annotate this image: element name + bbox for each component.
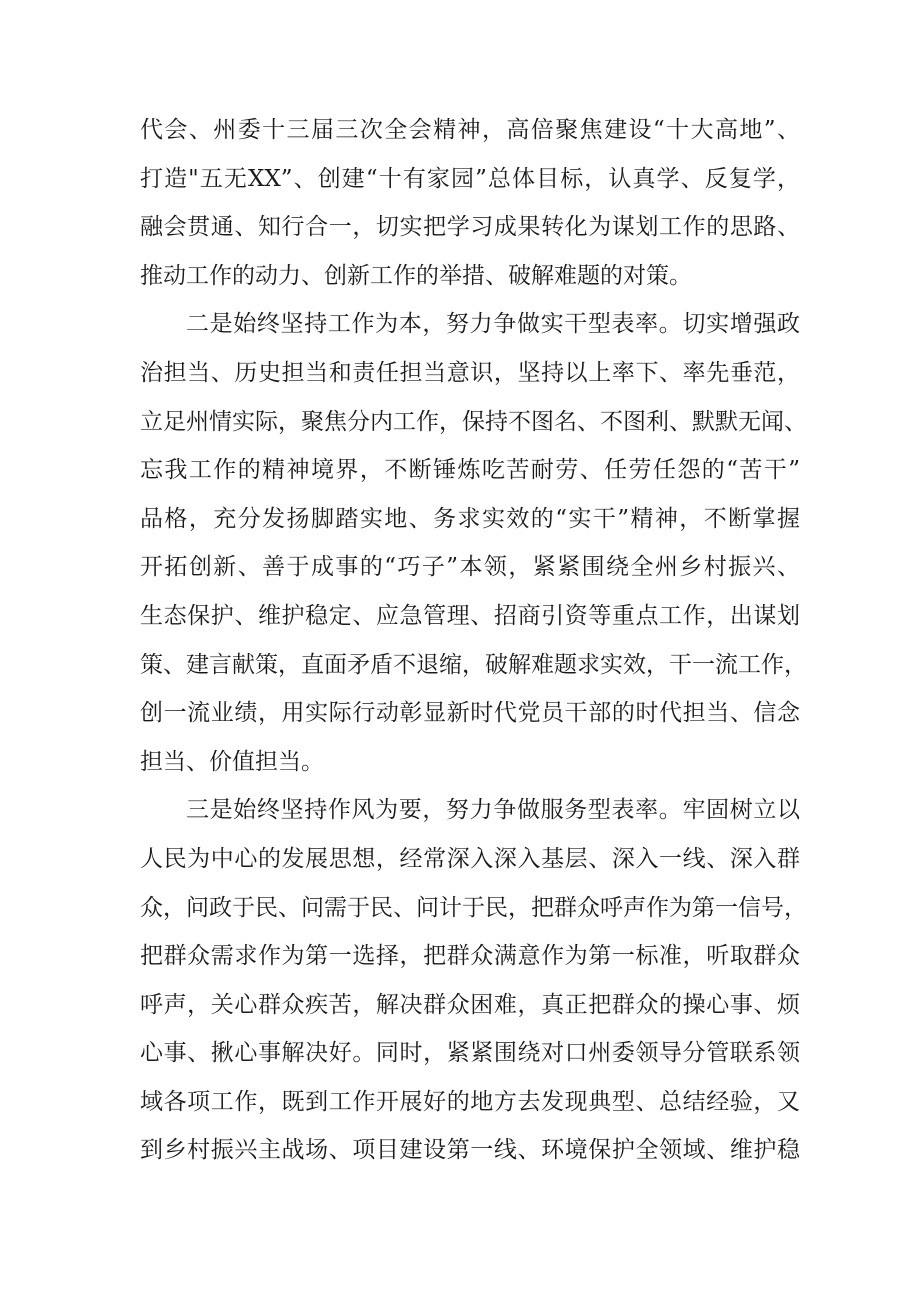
paragraph-point-three (140, 786, 807, 1175)
text-line: 推动工作的动力、创新工作的举措、破解难题的对策。 (140, 262, 692, 289)
paragraph-continuation (140, 106, 800, 300)
text-line: 生态保护、维护稳定、应急管理、招商引资等重点工作，出谋划 (140, 602, 800, 629)
text-line: 策、建言献策，直面矛盾不退缩，破解难题求实效，干一流工作， (140, 651, 807, 678)
text-line: 人民为中心的发展思想，经常深入深入基层、深入一线、深入群 (140, 845, 800, 872)
text-line: 融会贯通、知行合一，切实把学习成果转化为谋划工作的思路、 (140, 214, 800, 241)
text-line: 创一流业绩，用实际行动彰显新时代党员干部的时代担当、信念 (140, 700, 800, 727)
text-line: 代会、州委十三届三次全会精神，高倍聚焦建设“十大高地”、 (140, 117, 800, 143)
text-line: 打造"五无XX”、创建“十有家园”总体目标，认真学、反复学， (140, 165, 800, 192)
text-line: 治担当、历史担当和责任担当意识，坚持以上率下、率先垂范， (140, 359, 800, 386)
text-line: 众，问政于民、问需于民、问计于民，把群众呼声作为第一信号， (140, 894, 807, 921)
text-line: 开拓创新、善于成事的“巧子”本领，紧紧围绕全州乡村振兴、 (140, 554, 800, 581)
paragraph-point-two (140, 300, 807, 786)
text-line: 心事、揪心事解决好。同时，紧紧围绕对口州委领导分管联系领 (140, 1040, 800, 1067)
text-line: 立足州情实际，聚焦分内工作，保持不图名、不图利、默默无闻、 (140, 408, 807, 435)
text-line: 把群众需求作为第一选择，把群众满意作为第一标准，听取群众 (140, 943, 800, 970)
text-line: 三是始终坚持作风为要，努力争做服务型表率。牢固树立以 (186, 797, 800, 824)
text-line: 到乡村振兴主战场、项目建设第一线、环境保护全领域、维护稳 (140, 1137, 800, 1164)
text-line: 担当、价值担当。 (140, 748, 324, 775)
document-body (140, 106, 807, 1175)
text-line: 品格，充分发扬脚踏实地、务求实效的“实干”精神，不断掌握 (140, 505, 800, 532)
text-line: 呼声，关心群众疾苦，解决群众困难，真正把群众的操心事、烦 (140, 991, 800, 1018)
text-line: 二是始终坚持工作为本，努力争做实干型表率。切实增强政 (186, 311, 800, 338)
text-line: 域各项工作，既到工作开展好的地方去发现典型、总结经验，又 (140, 1088, 800, 1115)
text-line: 忘我工作的精神境界，不断锤炼吃苦耐劳、任劳任怨的“苦干” (140, 457, 800, 484)
